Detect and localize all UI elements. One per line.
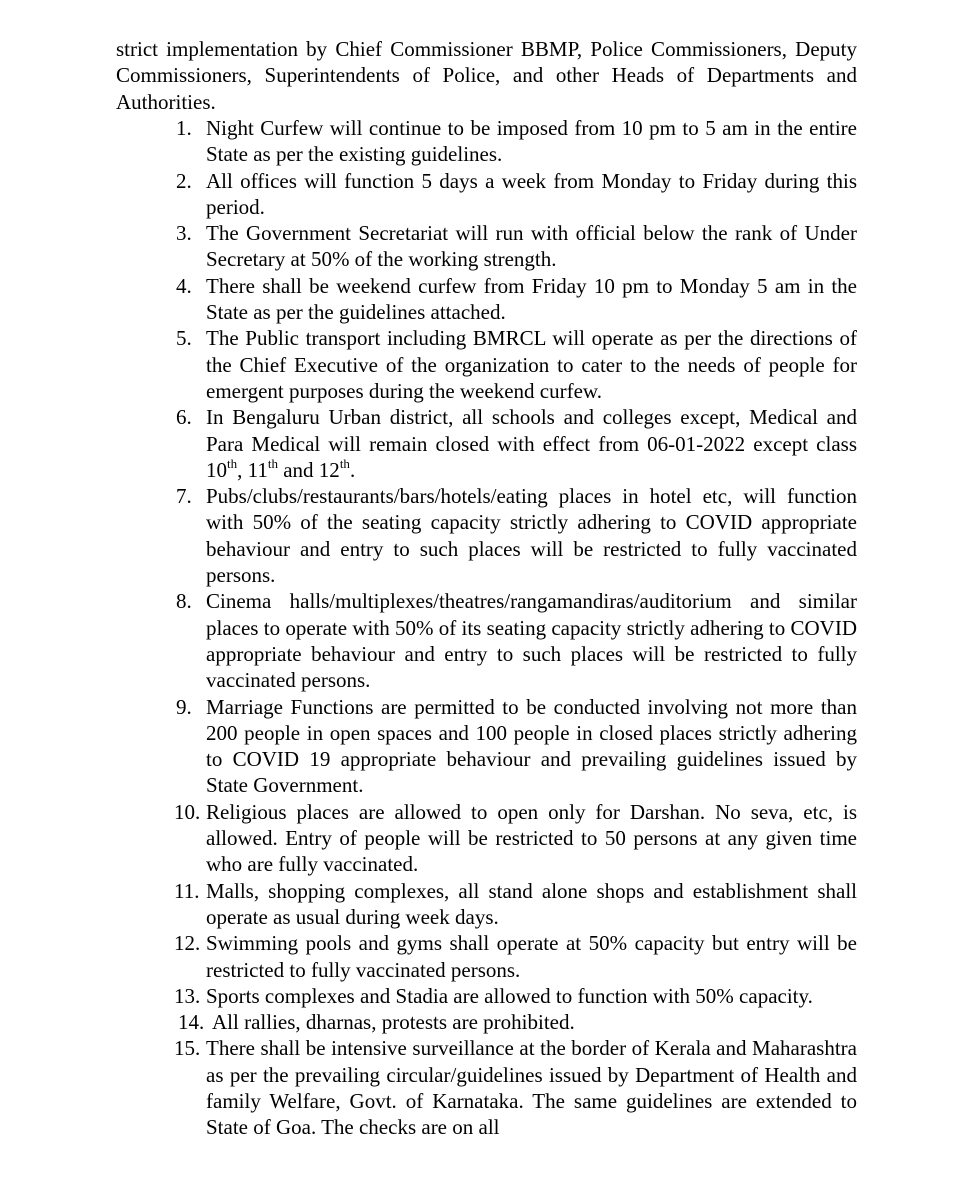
item-number: 12.	[174, 931, 201, 956]
list-item	[0, 983, 857, 1009]
item-text: All rallies, dharnas, protests are prohibited.	[212, 1010, 575, 1035]
list-item	[0, 325, 857, 404]
list-item	[0, 694, 857, 799]
item-text	[206, 404, 857, 483]
item-number: 9.	[176, 694, 192, 719]
guidelines-list	[0, 115, 971, 1141]
item-number: 8.	[176, 589, 192, 614]
item-text: Malls, shopping complexes, all stand alone shops and establishment shall operate as usual during week days.	[206, 878, 857, 929]
item-text-part: .	[349, 457, 356, 482]
ordinal-suffix: th	[267, 455, 278, 471]
item-number: 5.	[176, 326, 192, 351]
list-item	[0, 168, 857, 221]
item-text: Swimming pools and gyms shall operate at 50% capacity but entry will be restricted to fully vaccinated persons.	[206, 931, 857, 982]
item-number: 13.	[174, 983, 201, 1008]
item-text-part: , 11	[237, 457, 268, 482]
item-text: Sports complexes and Stadia are allowed to function with 50% capacity.	[206, 983, 813, 1008]
item-text-part: In Bengaluru Urban district, all schools and colleges except, Medical and Para Medical will remain closed with effect from 06-01-2022 except class 10	[206, 405, 857, 482]
item-number: 1.	[176, 116, 192, 140]
list-item	[0, 930, 857, 983]
list-item	[0, 1035, 857, 1140]
item-number: 2.	[176, 168, 192, 193]
item-text: There shall be intensive surveillance at the border of Kerala and Maharashtra as per the prevailing circular/guidelines issued by Department of Health and family Welfare, Govt. of Karnataka. The same guidelines are extended to State of Goa. The checks are on all	[206, 1036, 857, 1140]
item-number: 11.	[174, 878, 200, 903]
intro-paragraph: strict implementation by Chief Commissioner BBMP, Police Commissioners, Deputy Commissioners, Superintendents of Police, and other Heads of Departments and Authorities.	[116, 37, 857, 114]
ordinal-suffix: th	[339, 455, 350, 471]
item-text-part: and 12	[277, 457, 340, 482]
list-item	[0, 273, 857, 326]
list-item	[0, 404, 857, 483]
list-item	[0, 483, 857, 588]
item-text: Cinema halls/multiplexes/theatres/rangamandiras/auditorium and similar places to operate with 50% of its seating capacity strictly adhering to COVID appropriate behaviour and entry to such places will be restricted to fully vaccinated persons.	[206, 589, 857, 693]
item-text: There shall be weekend curfew from Friday 10 pm to Monday 5 am in the State as per the guidelines attached.	[206, 273, 857, 325]
item-number: 15.	[174, 1036, 201, 1061]
item-number: 6.	[176, 405, 192, 430]
item-text: Pubs/clubs/restaurants/bars/hotels/eating places in hotel etc, will function with 50% of the seating capacity strictly adhering to COVID appropriate behaviour and entry to such places will be restricted to fully vaccinated persons.	[206, 484, 857, 588]
list-item	[0, 878, 857, 931]
item-text: Marriage Functions are permitted to be conducted involving not more than 200 people in open spaces and 100 people in closed places strictly adhering to COVID 19 appropriate behaviour and prevailing guidelines issued by State Government.	[206, 694, 857, 798]
list-item	[0, 1009, 857, 1035]
ordinal-suffix: th	[227, 455, 238, 471]
item-text: The Public transport including BMRCL will operate as per the directions of the Chief Executive of the organization to cater to the needs of people for emergent purposes during the weekend curfew.	[206, 326, 857, 403]
item-text: The Government Secretariat will run with official below the rank of Under Secretary at 50% of the working strength.	[206, 221, 857, 272]
list-item	[0, 115, 857, 168]
item-number: 7.	[176, 484, 192, 509]
item-number: 14.	[178, 1010, 205, 1035]
item-text: Night Curfew will continue to be imposed from 10 pm to 5 am in the entire State as per the existing guidelines.	[206, 116, 857, 167]
item-number: 4.	[176, 273, 192, 298]
list-item	[0, 588, 857, 693]
item-number: 3.	[176, 221, 192, 246]
item-text: Religious places are allowed to open only for Darshan. No seva, etc, is allowed. Entry of people will be restricted to 50 persons at any given time who are fully vaccinated.	[206, 799, 857, 877]
list-item	[0, 220, 857, 273]
list-item	[0, 799, 857, 878]
item-number: 10.	[174, 799, 201, 824]
item-text: All offices will function 5 days a week from Monday to Friday during this period.	[206, 168, 857, 219]
